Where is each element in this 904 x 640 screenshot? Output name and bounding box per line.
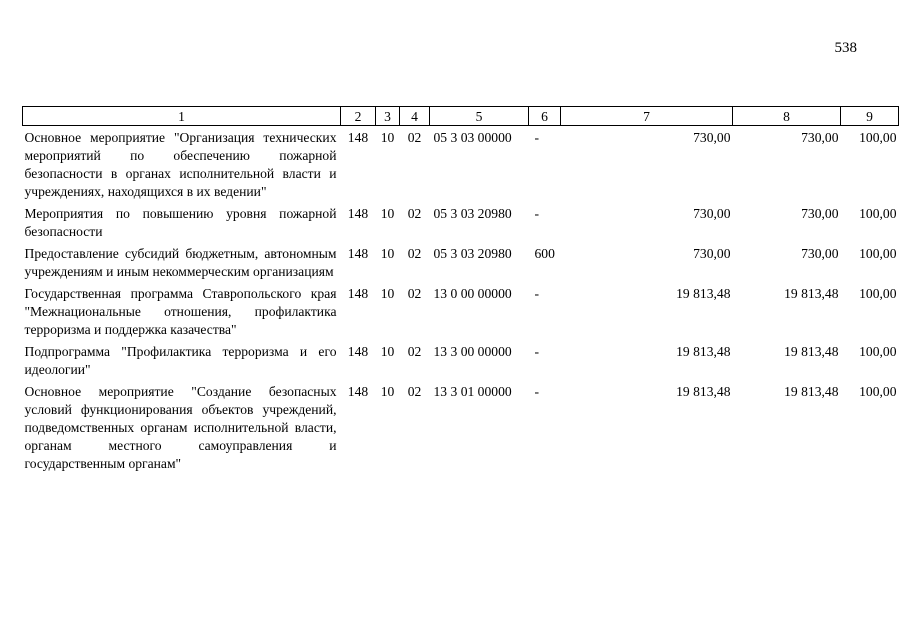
row-section: 10: [380, 130, 395, 145]
row-subsection: 02: [407, 286, 422, 301]
row-percent: 100,00: [859, 206, 897, 221]
row-expense-type: -: [534, 384, 540, 399]
row-percent: 100,00: [859, 246, 897, 261]
row-section: 10: [380, 246, 395, 261]
row-name: Предоставление субсидий бюджетным, автономным учреждениям и иным некоммерческим организациям: [24, 246, 337, 279]
row-executed: 730,00: [801, 130, 839, 145]
row-section: 10: [380, 344, 395, 359]
row-name: Подпрограмма "Профилактика терроризма и его идеологии": [24, 344, 337, 377]
row-expense-type: -: [534, 286, 540, 301]
page-number: 538: [834, 40, 857, 56]
row-section: 10: [380, 286, 395, 301]
row-target-article: 13 3 00 00000: [433, 344, 512, 359]
row-subsection: 02: [407, 246, 422, 261]
header-row: [23, 107, 899, 126]
row-planned: 19 813,48: [676, 384, 731, 399]
row-executed: 19 813,48: [784, 344, 839, 359]
header-col-2: 2: [341, 107, 376, 126]
row-target-article: 05 3 03 20980: [433, 246, 512, 261]
row-percent: 100,00: [859, 344, 897, 359]
header-col-4: 4: [400, 107, 430, 126]
header-col-6: 6: [529, 107, 561, 126]
row-planned: 730,00: [693, 206, 731, 221]
row-ministry: 148: [347, 384, 369, 399]
table-row: [23, 282, 899, 340]
header-col-8: 8: [733, 107, 841, 126]
row-planned: 730,00: [693, 130, 731, 145]
row-expense-type: 600: [534, 246, 555, 261]
row-percent: 100,00: [859, 384, 897, 399]
row-name: Мероприятия по повышению уровня пожарной безопасности: [24, 206, 337, 239]
row-target-article: 13 0 00 00000: [433, 286, 512, 301]
row-executed: 730,00: [801, 206, 839, 221]
header-col-5: 5: [430, 107, 529, 126]
row-planned: 19 813,48: [676, 344, 731, 359]
row-subsection: 02: [407, 384, 422, 399]
row-target-article: 05 3 03 20980: [433, 206, 512, 221]
table-row: [23, 380, 899, 474]
row-executed: 730,00: [801, 246, 839, 261]
row-percent: 100,00: [859, 286, 897, 301]
header-col-9: 9: [841, 107, 899, 126]
row-executed: 19 813,48: [784, 286, 839, 301]
table-row: [23, 242, 899, 282]
row-expense-type: -: [534, 206, 540, 221]
table-header: [23, 107, 899, 126]
row-ministry: 148: [347, 130, 369, 145]
row-ministry: 148: [347, 344, 369, 359]
row-expense-type: -: [534, 344, 540, 359]
row-section: 10: [380, 384, 395, 399]
table-row: [23, 202, 899, 242]
row-name: Основное мероприятие "Создание безопасных условий функционирования объектов учреждений, подведомственных органам исполнительной власти, органам местного самоуправления и государственным органам": [24, 384, 337, 471]
row-section: 10: [380, 206, 395, 221]
header-col-7: 7: [561, 107, 733, 126]
table-row: [23, 340, 899, 380]
row-subsection: 02: [407, 344, 422, 359]
row-subsection: 02: [407, 206, 422, 221]
row-name: Государственная программа Ставропольского края "Межнациональные отношения, профилактика терроризма и поддержка казачества": [24, 286, 337, 337]
row-subsection: 02: [407, 130, 422, 145]
header-col-1: 1: [23, 107, 341, 126]
table-row: [23, 126, 899, 203]
row-ministry: 148: [347, 206, 369, 221]
row-planned: 730,00: [693, 246, 731, 261]
row-target-article: 05 3 03 00000: [433, 130, 512, 145]
row-ministry: 148: [347, 246, 369, 261]
table-body: [23, 126, 899, 475]
row-target-article: 13 3 01 00000: [433, 384, 512, 399]
row-percent: 100,00: [859, 130, 897, 145]
row-ministry: 148: [347, 286, 369, 301]
row-executed: 19 813,48: [784, 384, 839, 399]
row-planned: 19 813,48: [676, 286, 731, 301]
header-col-3: 3: [376, 107, 400, 126]
row-name: Основное мероприятие "Организация технических мероприятий по обеспечению пожарной безопасности в органах исполнительной власти и учреждениях, находящихся в их ведении": [24, 130, 337, 199]
row-expense-type: -: [534, 130, 540, 145]
budget-table: [22, 106, 899, 474]
